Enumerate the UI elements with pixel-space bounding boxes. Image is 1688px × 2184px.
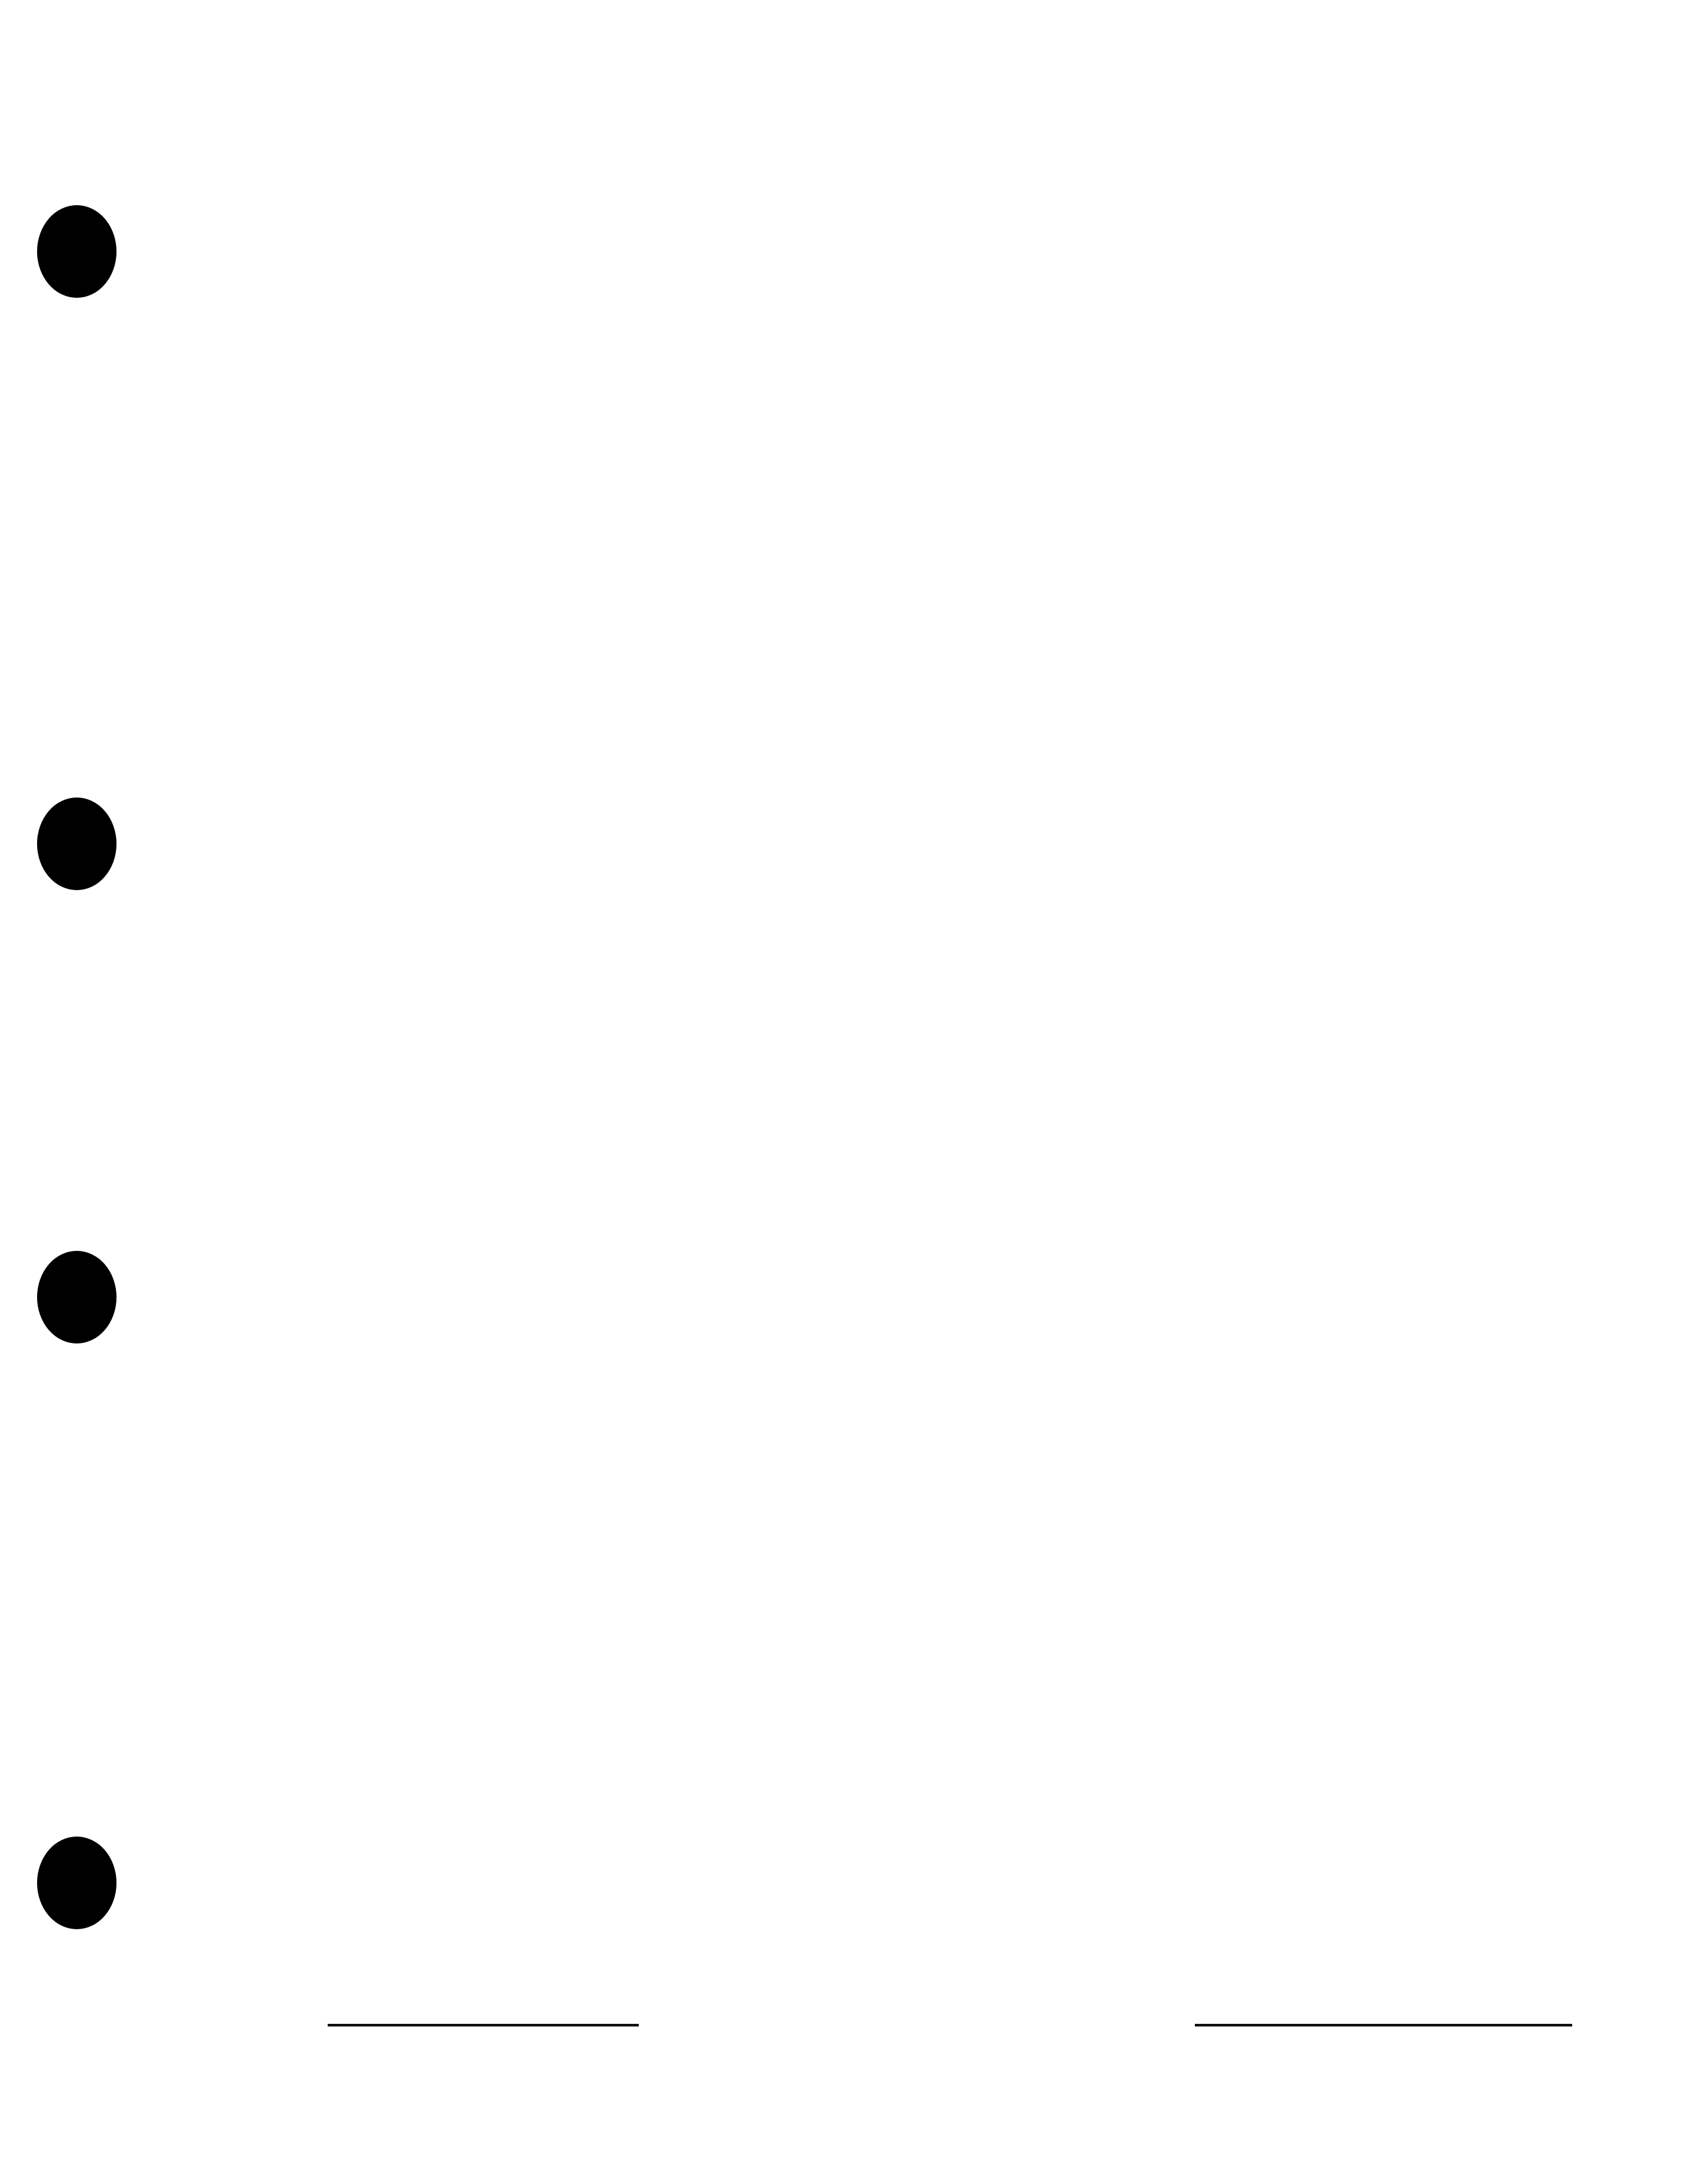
footer-rule-left <box>328 2024 639 2026</box>
footer-rule-right <box>1195 2024 1572 2026</box>
binder-hole-2 <box>37 797 117 890</box>
binder-hole-3 <box>37 1251 117 1343</box>
binder-hole-1 <box>37 205 117 298</box>
binder-hole-4 <box>37 1837 117 1929</box>
